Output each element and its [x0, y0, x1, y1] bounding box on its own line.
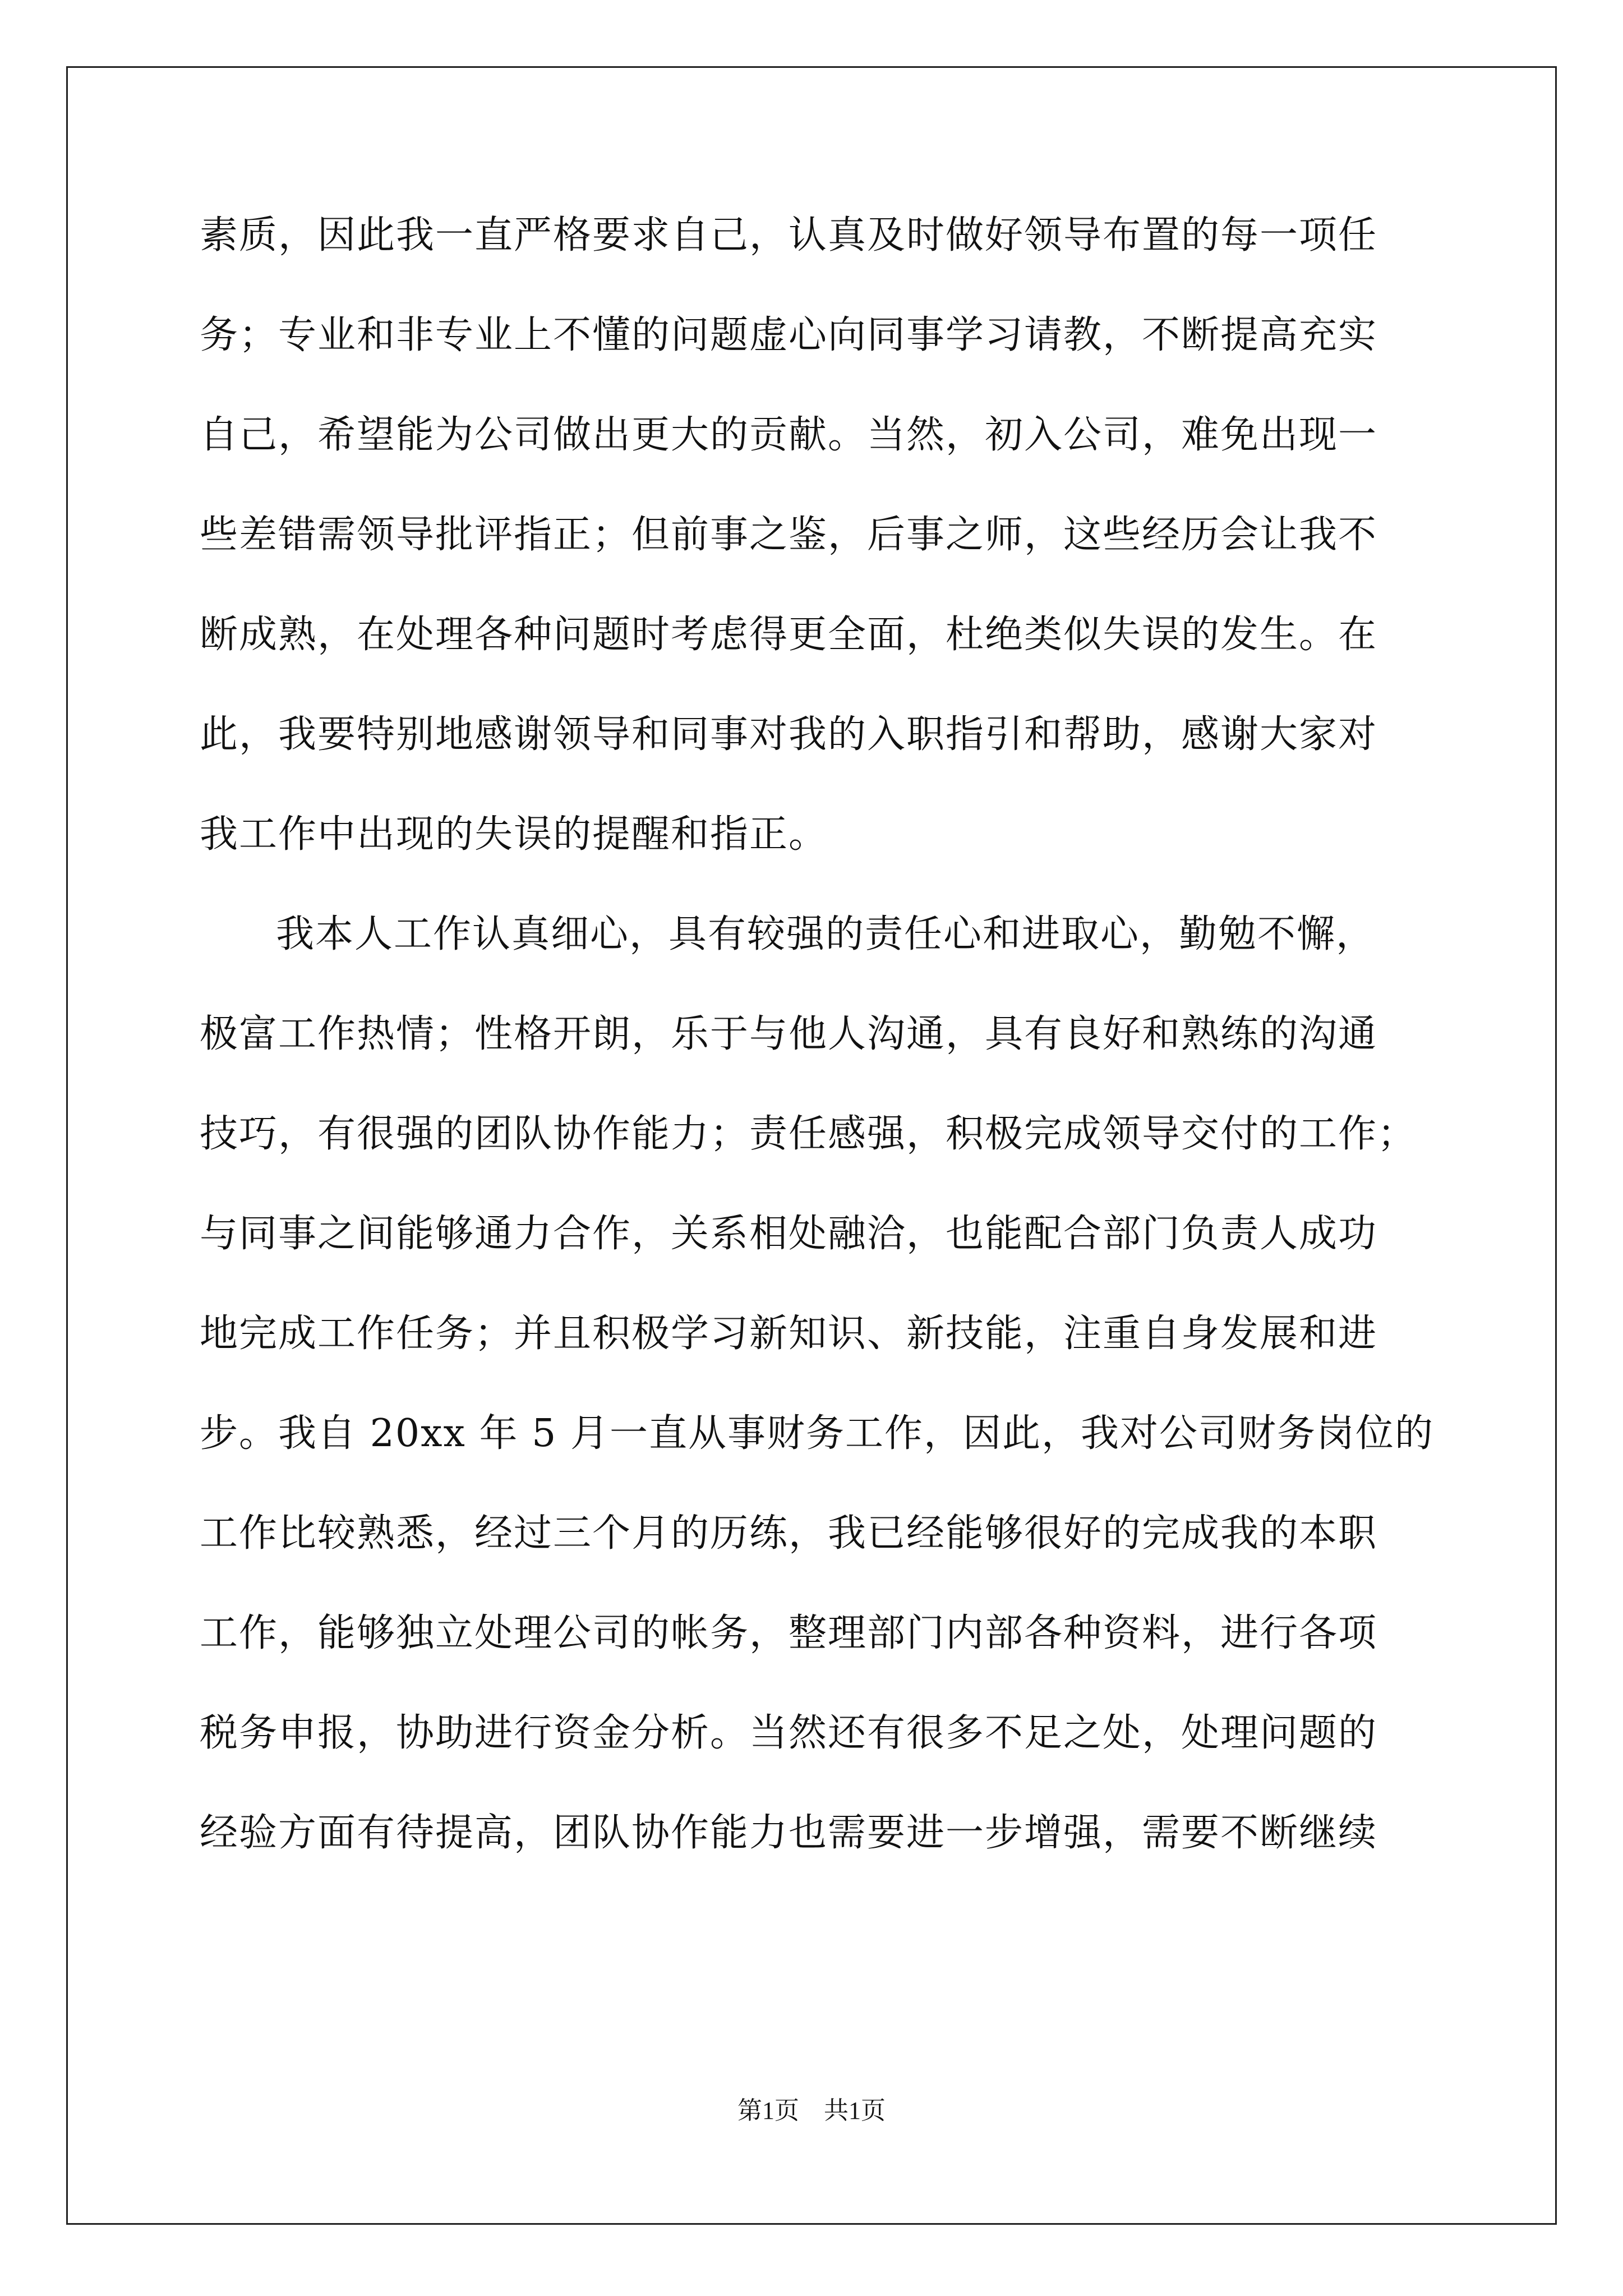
- text-line: 些差错需领导批评指正；但前事之鉴，后事之师，这些经历会让我不: [200, 513, 1378, 557]
- text-line: 地完成工作任务；并且积极学习新知识、新技能，注重自身发展和进: [200, 1312, 1378, 1356]
- text-line: 断成熟，在处理各种问题时考虑得更全面，杜绝类似失误的发生。在: [200, 613, 1378, 657]
- text-line: 税务申报，协助进行资金分析。当然还有很多不足之处，处理问题的: [200, 1711, 1378, 1755]
- text-line: 极富工作热情；性格开朗，乐于与他人沟通，具有良好和熟练的沟通: [200, 1012, 1378, 1056]
- text-line: 我工作中出现的失误的提醒和指正。: [200, 812, 828, 857]
- text-line: 此，我要特别地感谢领导和同事对我的入职指引和帮助，感谢大家对: [200, 712, 1378, 757]
- text-line: 步。我自 20xx 年 5 月一直从事财务工作，因此，我对公司财务岗位的: [200, 1411, 1434, 1456]
- text-line: 自己，希望能为公司做出更大的贡献。当然，初入公司，难免出现一: [200, 413, 1378, 457]
- text-line: 工作，能够独立处理公司的帐务，整理部门内部各种资料，进行各项: [200, 1611, 1378, 1655]
- text-line: 工作比较熟悉，经过三个月的历练，我已经能够很好的完成我的本职: [200, 1511, 1378, 1556]
- text-line: 经验方面有待提高，团队协作能力也需要进一步增强，需要不断继续: [200, 1811, 1378, 1855]
- text-line: 技巧，有很强的团队协作能力；责任感强，积极完成领导交付的工作；: [200, 1112, 1417, 1156]
- paragraph-first-line: 我本人工作认真细心，具有较强的责任心和进取心，勤勉不懈，: [276, 912, 1376, 956]
- text-line: 与同事之间能够通力合作，关系相处融洽，也能配合部门负责人成功: [200, 1212, 1378, 1256]
- page-footer: 第1页 共1页: [737, 2097, 886, 2124]
- text-line: 素质，因此我一直严格要求自己，认真及时做好领导布置的每一项任: [200, 213, 1378, 257]
- text-line: 务；专业和非专业上不懂的问题虚心向同事学习请教，不断提高充实: [200, 313, 1378, 357]
